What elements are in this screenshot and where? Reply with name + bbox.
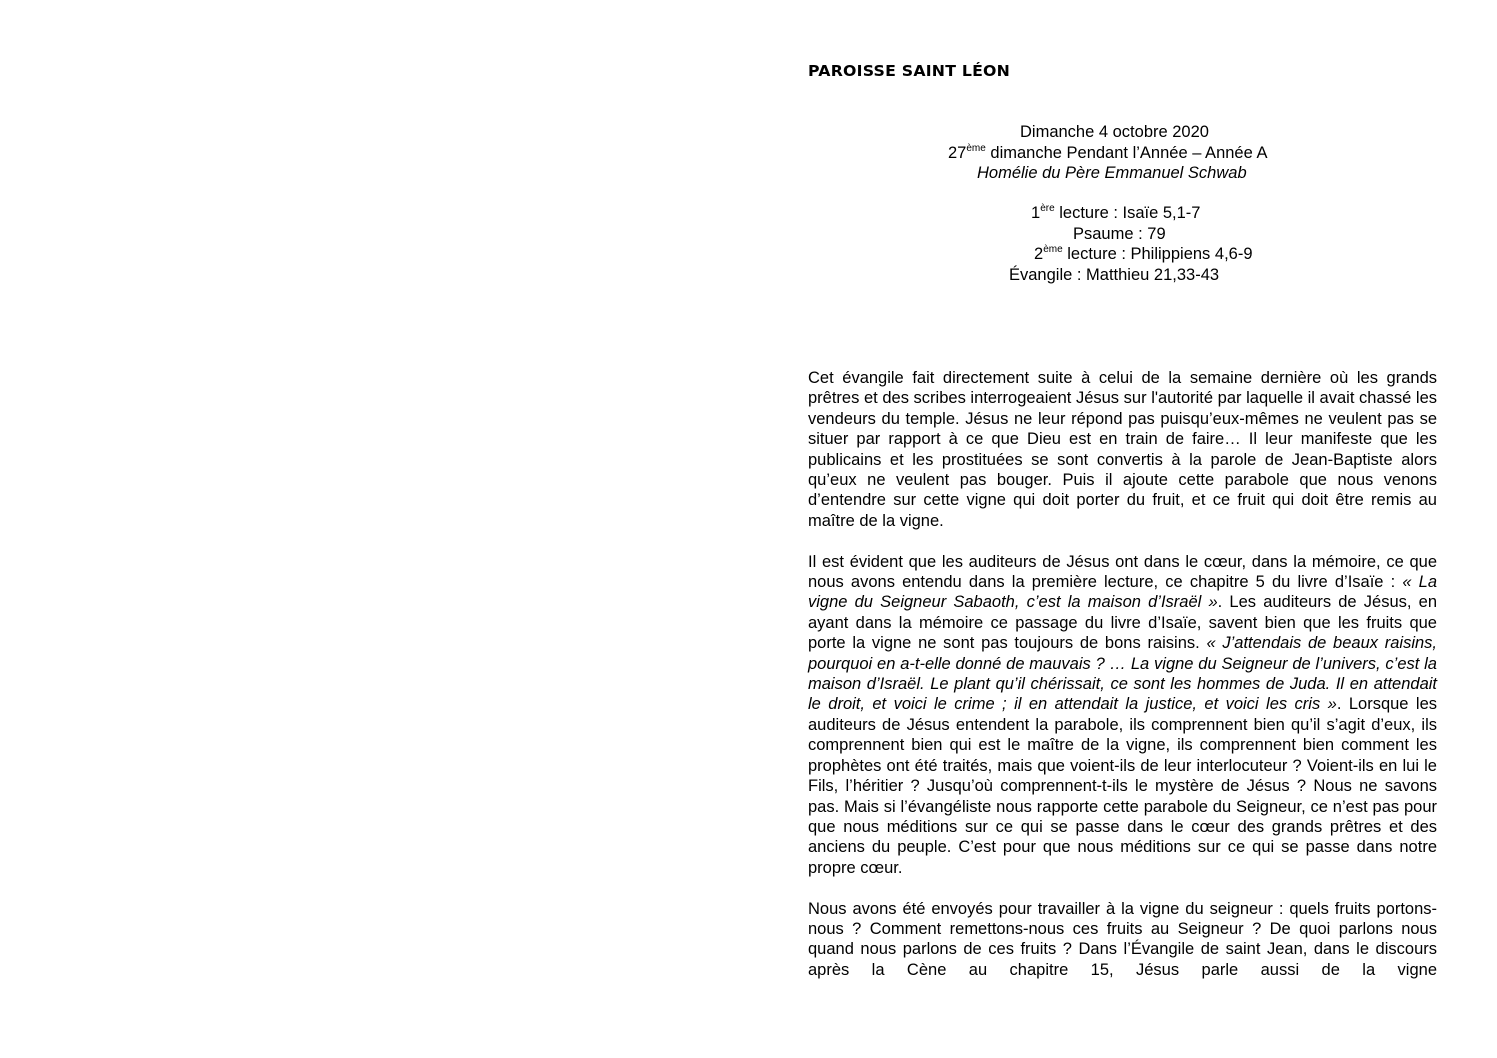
isaiah-quote-long: « J’attendais de beaux raisins, pourquoi en a-t-elle donné de mauvais ? … La vigne du Seigneur de l’univers, c’est la maison d’Israël. Le plant qu’il chérissait, ce sont les hommes de Juda. Il en attendait le droit, et voici le crime ; il en attendait la justice, et voici les cris » [808,634,1438,714]
sunday-number: 27 [948,144,967,162]
parish-title: PAROISSE SAINT LÉON [808,62,1011,80]
paragraph-2-part-b: . Les auditeurs de Jésus, en ayant dans la mémoire ce passage du livre d’Isaïe, savent bien que les fruits que porte la vigne ne sont pas toujours de bons raisins. [808,593,1437,653]
document-page-right [808,0,1438,1058]
sunday-ordinal-suffix: ème [966,142,986,154]
first-reading-suffix: ère [1040,202,1055,214]
second-reading [1034,244,1253,264]
paragraph-2-part-c: . Lorsque les auditeurs de Jésus entendent la parabole, ils comprennent bien qu’il s’agit d’eux, ils comprennent bien qui est le maître de la vigne, ils comprennent bien comment les prophètes ont été traités, mais que voient-ils de leur interlocuteur ? Voient-ils en lui le Fils, l’héritier ? Jusqu’où comprennent-t-ils le mystère de Jésus ? Nous ne savons pas. Mais si l’évangéliste nous rapporte cette parabole du Seigneur, ce n’est pas pour que nous méditions sur ce qui se passe dans le cœur des grands prêtres et des anciens du peuple. C’est pour que nous méditions sur ce qui se passe dans notre propre cœur. [808,695,1437,877]
isaiah-quote-short: « La vigne du Seigneur Sabaoth, c’est la maison d’Israël » [808,573,1437,612]
sunday-title [948,143,1267,163]
second-reading-suffix: ème [1043,243,1063,255]
psalm-reference: Psaume : 79 [1073,225,1166,243]
first-reading [1031,203,1200,223]
paragraph-3: Nous avons été envoyés pour travailler à la vigne du seigneur : quels fruits portons-nous ? Comment remettons-nous ces fruits au Seigneur ? De quoi parlons nous quand nous parlons de ces fruits ? Dans l’Évangile de saint Jean, dans le discours après la Cène au chapitre 15, Jésus parle aussi de la vigne [808,899,1437,979]
homily-author: Homélie du Père Emmanuel Schwab [977,164,1247,182]
gospel-reference: Évangile : Matthieu 21,33-43 [1009,266,1220,284]
first-reading-reference: lecture : Isaïe 5,1-7 [1054,204,1201,222]
second-reading-number: 2 [1034,245,1044,263]
first-reading-number: 1 [1031,204,1041,222]
paragraph-2 [808,552,1437,879]
homily-body [808,368,1437,1001]
paragraph-1: Cet évangile fait directement suite à celui de la semaine dernière où les grands prêtres et des scribes interrogeaient Jésus sur l'autorité par laquelle il avait chassé les vendeurs du temple. Jésus ne leur répond pas puisqu’eux-mêmes ne veulent pas se situer par rapport à ce que Dieu est en train de faire… Il leur manifeste que les publicains et les prostituées se sont convertis à la parole de Jean-Baptiste alors qu’eux ne veulent pas bouger. Puis il ajoute cette parabole que nous venons d’entendre sur cette vigne qui doit porter du fruit, et ce fruit qui doit être remis au maître de la vigne. [808,369,1437,530]
service-date: Dimanche 4 octobre 2020 [1020,123,1209,141]
sunday-description: dimanche Pendant l’Année – Année A [985,144,1268,162]
second-reading-reference: lecture : Philippiens 4,6-9 [1062,245,1253,263]
paragraph-2-part-a: Il est évident que les auditeurs de Jésus ont dans le cœur, dans la mémoire, ce que nous avons entendu dans la première lecture, ce chapitre 5 du livre d’Isaïe : [808,552,1437,592]
